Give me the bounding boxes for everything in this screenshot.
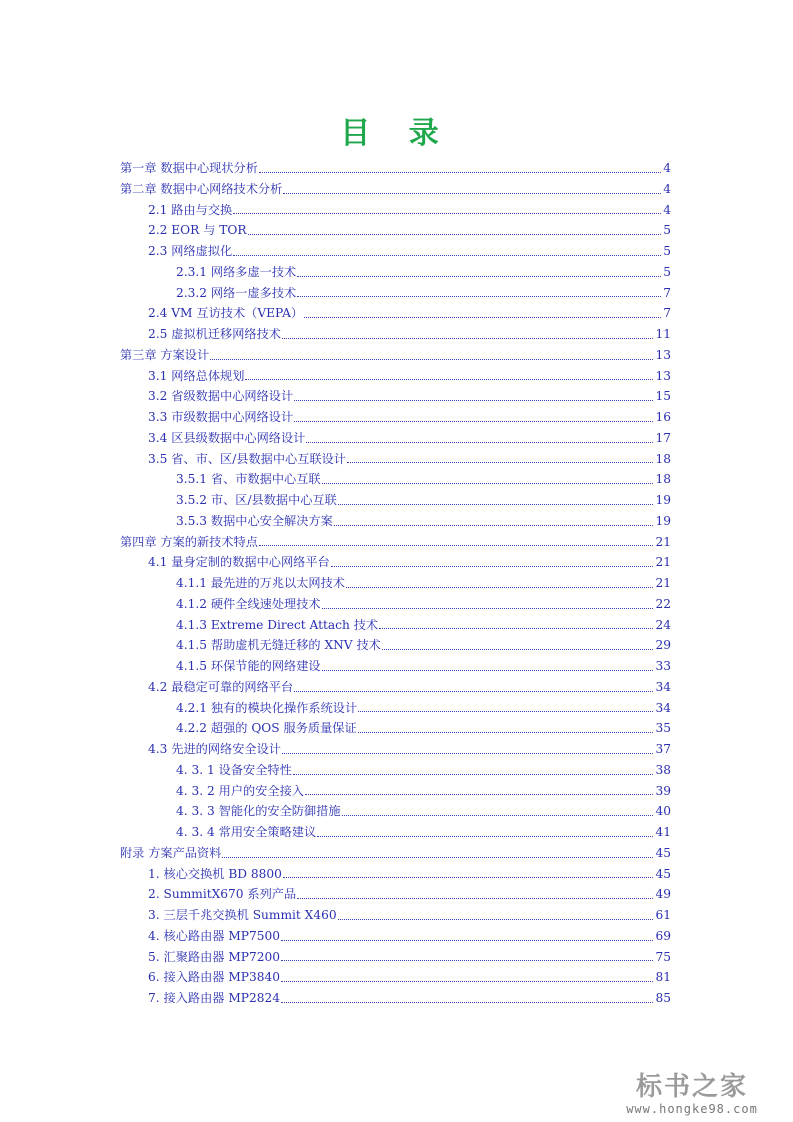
toc-dot-leader xyxy=(297,898,653,899)
toc-entry-title: 3.5.3 数据中心安全解决方案 xyxy=(176,513,333,528)
toc-page-number: 21 xyxy=(655,555,671,570)
toc-dot-leader xyxy=(281,1002,653,1003)
toc-page-number: 35 xyxy=(655,721,671,736)
toc-page-number: 11 xyxy=(655,327,671,341)
toc-entry-title: 4.3 先进的网络安全设计 xyxy=(148,742,281,756)
toc-entry-title: 3. 三层千兆交换机 Summit X460 xyxy=(148,908,337,922)
toc-dot-leader xyxy=(304,317,661,318)
toc-entry-title: 第四章 方案的新技术特点 xyxy=(120,534,258,549)
toc-entry[interactable] xyxy=(148,366,671,387)
toc-page-number: 38 xyxy=(655,762,671,777)
toc-page-number: 16 xyxy=(655,410,671,424)
toc-entry-title: 3.3 市级数据中心网络设计 xyxy=(148,410,294,424)
toc-dot-leader xyxy=(379,628,653,629)
toc-dot-leader xyxy=(222,857,653,858)
toc-dot-leader xyxy=(248,234,662,235)
toc-entry[interactable] xyxy=(176,573,671,594)
toc-entry[interactable] xyxy=(148,200,671,221)
toc-entry-title: 第三章 方案设计 xyxy=(120,347,210,362)
toc-entry[interactable] xyxy=(148,905,671,926)
toc-entry[interactable] xyxy=(176,511,671,532)
toc-entry-title: 2.3.1 网络多虚一技术 xyxy=(176,264,297,279)
toc-entry[interactable] xyxy=(148,552,671,573)
toc-entry[interactable] xyxy=(148,428,671,449)
toc-dot-leader xyxy=(294,691,653,692)
toc-dot-leader xyxy=(283,877,654,878)
toc-entry-title: 4.1.1 最先进的万兆以太网技术 xyxy=(176,576,345,590)
toc-page-number: 45 xyxy=(655,845,671,860)
toc-entry[interactable] xyxy=(148,407,671,428)
toc-page-number: 13 xyxy=(655,347,671,362)
toc-entry[interactable] xyxy=(148,926,671,947)
watermark-url: www.hongke98.com xyxy=(626,1102,758,1116)
toc-page-number: 24 xyxy=(655,617,671,632)
toc-page-number: 19 xyxy=(655,493,671,507)
toc-entry[interactable] xyxy=(176,781,671,802)
toc-page-number: 49 xyxy=(655,887,671,902)
toc-entry-title: 6. 接入路由器 MP3840 xyxy=(148,970,281,985)
toc-entry-title: 第二章 数据中心网络技术分析 xyxy=(120,181,283,196)
toc-entry[interactable] xyxy=(176,698,671,719)
toc-entry-title: 4. 核心路由器 MP7500 xyxy=(148,928,281,943)
toc-page-number: 39 xyxy=(655,783,671,798)
toc-entry[interactable] xyxy=(176,718,671,739)
toc-entry[interactable] xyxy=(148,386,671,407)
toc-entry-title: 5. 汇聚路由器 MP7200 xyxy=(148,949,281,964)
toc-dot-leader xyxy=(305,794,654,795)
toc-entry-title: 2.1 路由与交换 xyxy=(148,202,233,217)
toc-entry[interactable] xyxy=(176,760,671,781)
toc-entry-title: 4.1.2 硬件全线速处理技术 xyxy=(176,596,321,611)
toc-page-number: 4 xyxy=(663,181,671,196)
toc-page-number: 34 xyxy=(655,679,671,694)
toc-dot-leader xyxy=(281,940,653,941)
toc-entry-title: 4.1.3 Extreme Direct Attach 技术 xyxy=(176,617,379,632)
toc-page-number: 75 xyxy=(655,949,671,964)
toc-entry[interactable] xyxy=(120,179,671,200)
toc-entry[interactable] xyxy=(120,532,671,553)
toc-page-number: 5 xyxy=(663,244,671,258)
toc-entry-title: 3.4 区县级数据中心网络设计 xyxy=(148,430,306,445)
toc-entry[interactable] xyxy=(176,262,671,283)
toc-entry-title: 4.1.5 帮助虚机无缝迁移的 XNV 技术 xyxy=(176,638,381,653)
toc-page-number: 40 xyxy=(655,804,671,819)
toc-dot-leader xyxy=(322,483,654,484)
toc-dot-leader xyxy=(322,608,654,609)
toc-entry-title: 3.2 省级数据中心网络设计 xyxy=(148,389,294,404)
toc-entry-title: 2.4 VM 互访技术（VEPA） xyxy=(148,306,304,321)
toc-entry[interactable] xyxy=(176,594,671,615)
toc-entry[interactable] xyxy=(120,345,671,366)
toc-page-number: 15 xyxy=(655,389,671,404)
toc-entry-title: 4.2 最稳定可靠的网络平台 xyxy=(148,679,294,694)
toc-entry[interactable] xyxy=(176,490,671,511)
toc-page-number: 5 xyxy=(663,264,671,279)
toc-entry-title: 3.5 省、市、区/县数据中心互联设计 xyxy=(148,451,346,466)
toc-page-number: 85 xyxy=(655,991,671,1005)
toc-entry[interactable] xyxy=(176,635,671,656)
toc-entry[interactable] xyxy=(148,864,671,885)
toc-dot-leader xyxy=(346,587,654,588)
toc-entry[interactable] xyxy=(148,947,671,968)
toc-page-number: 18 xyxy=(655,451,671,466)
toc-dot-leader xyxy=(322,670,654,671)
toc-entry-title: 4. 3. 2 用户的安全接入 xyxy=(176,783,304,798)
toc-entry-title: 2. SummitX670 系列产品 xyxy=(148,887,297,902)
watermark-brand-text: 标书之家 xyxy=(635,1072,748,1102)
toc-entry[interactable] xyxy=(176,283,671,304)
toc-entry-title: 3.5.1 省、市数据中心互联 xyxy=(176,472,321,487)
toc-entry[interactable] xyxy=(148,967,671,988)
toc-dot-leader xyxy=(294,400,653,401)
toc-page-number: 4 xyxy=(663,202,671,217)
toc-entry[interactable] xyxy=(148,988,671,1009)
toc-entry[interactable] xyxy=(148,220,671,241)
toc-entry[interactable] xyxy=(120,158,671,179)
page-title: 目 录 xyxy=(340,116,453,151)
toc-dot-leader xyxy=(306,442,653,443)
toc-entry[interactable] xyxy=(176,801,671,822)
toc-entry[interactable] xyxy=(148,677,671,698)
toc-dot-leader xyxy=(210,359,653,360)
toc-dot-leader xyxy=(282,338,654,339)
toc-page-number: 34 xyxy=(655,700,671,715)
toc-entry[interactable] xyxy=(148,449,671,470)
toc-entry-title: 4.2.1 独有的模块化操作系统设计 xyxy=(176,700,358,715)
toc-entry-title: 7. 接入路由器 MP2824 xyxy=(148,991,281,1005)
toc-page-number: 5 xyxy=(663,223,671,238)
toc-entry-title: 第一章 数据中心现状分析 xyxy=(120,161,258,175)
toc-dot-leader xyxy=(317,836,653,837)
toc-entry-title: 4.1 量身定制的数据中心网络平台 xyxy=(148,555,330,570)
toc-page-number: 17 xyxy=(655,430,671,445)
toc-dot-leader xyxy=(259,545,654,546)
toc-page-number: 7 xyxy=(663,306,671,321)
toc-page-number: 13 xyxy=(655,368,671,383)
toc-dot-leader xyxy=(245,379,653,380)
toc-entry-title: 2.3 网络虚拟化 xyxy=(148,244,233,258)
toc-entry[interactable] xyxy=(176,615,671,636)
toc-page-number: 45 xyxy=(655,866,671,881)
toc-dot-leader xyxy=(259,172,661,173)
toc-entry[interactable] xyxy=(148,884,671,905)
toc-dot-leader xyxy=(233,213,661,214)
toc-entry-title: 4. 3. 3 智能化的安全防御措施 xyxy=(176,804,341,819)
toc-dot-leader xyxy=(358,711,653,712)
toc-page-number: 21 xyxy=(655,534,671,549)
toc-entry-title: 附录 方案产品资料 xyxy=(120,845,222,860)
watermark-logo xyxy=(607,1072,777,1116)
toc-entry-title: 4.1.5 环保节能的网络建设 xyxy=(176,659,321,673)
toc-page-number: 19 xyxy=(655,513,671,528)
toc-dot-leader xyxy=(293,774,654,775)
toc-dot-leader xyxy=(294,421,653,422)
toc-dot-leader xyxy=(382,649,654,650)
toc-dot-leader xyxy=(297,296,661,297)
toc-page-number: 33 xyxy=(655,659,671,673)
toc-page-number: 21 xyxy=(655,576,671,590)
toc-page-number: 29 xyxy=(655,638,671,653)
toc-page-number: 61 xyxy=(655,908,671,922)
toc-dot-leader xyxy=(281,981,653,982)
toc-dot-leader xyxy=(281,960,653,961)
toc-page-number: 18 xyxy=(655,472,671,487)
toc-dot-leader xyxy=(347,462,653,463)
toc-entry[interactable] xyxy=(148,324,671,345)
toc-dot-leader xyxy=(331,566,654,567)
toc-page-number: 4 xyxy=(663,161,671,175)
toc-dot-leader xyxy=(282,753,654,754)
toc-entry-title: 4. 3. 1 设备安全特性 xyxy=(176,762,292,777)
toc-entry[interactable] xyxy=(148,303,671,324)
toc-entry-title: 1. 核心交换机 BD 8800 xyxy=(148,866,282,881)
toc-entry-title: 4. 3. 4 常用安全策略建议 xyxy=(176,825,317,839)
toc-entry[interactable] xyxy=(148,241,671,262)
toc-entry[interactable] xyxy=(148,739,671,760)
toc-entry-title: 2.5 虚拟机迁移网络技术 xyxy=(148,327,281,341)
toc-dot-leader xyxy=(233,255,661,256)
toc-entry[interactable] xyxy=(176,822,671,843)
toc-page-number: 41 xyxy=(655,825,671,839)
toc-dot-leader xyxy=(338,504,654,505)
toc-page-number: 81 xyxy=(655,970,671,985)
toc-page-number: 22 xyxy=(655,596,671,611)
toc-dot-leader xyxy=(297,276,661,277)
toc-page-number: 7 xyxy=(663,285,671,300)
toc-dot-leader xyxy=(342,815,654,816)
toc-entry-title: 3.1 网络总体规划 xyxy=(148,368,245,383)
toc-entry-title: 4.2.2 超强的 QOS 服务质量保证 xyxy=(176,721,357,736)
toc-entry-title: 2.3.2 网络一虚多技术 xyxy=(176,285,297,300)
toc-dot-leader xyxy=(358,732,654,733)
toc-dot-leader xyxy=(338,919,654,920)
toc-entry-title: 2.2 EOR 与 TOR xyxy=(148,223,247,238)
toc-page-number: 69 xyxy=(655,928,671,943)
toc-entry-title: 3.5.2 市、区/县数据中心互联 xyxy=(176,493,337,507)
toc-dot-leader xyxy=(334,525,654,526)
toc-entry[interactable] xyxy=(176,469,671,490)
toc-entry[interactable] xyxy=(120,843,671,864)
toc-entry[interactable] xyxy=(176,656,671,677)
toc-dot-leader xyxy=(283,193,661,194)
toc-page-number: 37 xyxy=(655,742,671,756)
